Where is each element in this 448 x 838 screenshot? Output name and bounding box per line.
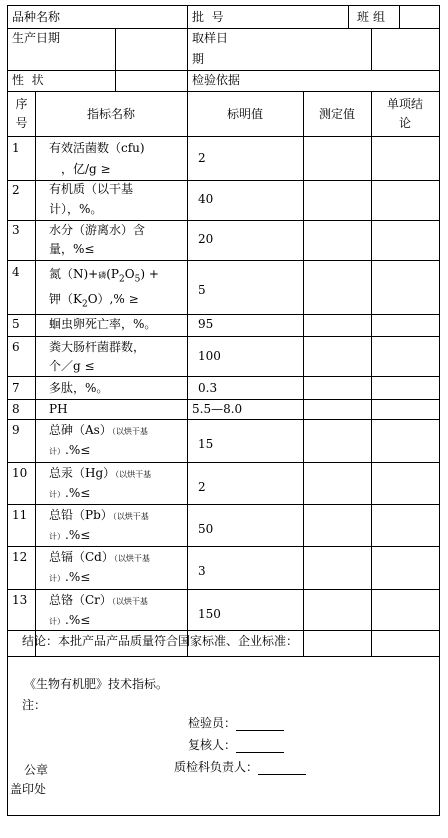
row-indicator-line2: 计）.%≤: [49, 613, 91, 627]
row-no: 9: [12, 423, 20, 437]
row-no: 10: [12, 466, 28, 480]
row-standard: 50: [198, 522, 214, 536]
row-indicator-line1: 有效活菌数（cfu): [49, 141, 145, 155]
product-name-label: 品种名称: [12, 10, 61, 24]
row-no: 11: [12, 508, 28, 522]
qc-head-label: 质检科负责人：: [174, 758, 306, 775]
row-standard: 5.5—8.0: [192, 402, 243, 416]
row-indicator-line1: 总铅（Pb）（以烘干基: [49, 508, 149, 522]
appearance-label: 性 状: [12, 73, 44, 87]
row-no: 5: [12, 317, 20, 331]
row-indicator-line1: 总铬（Cr）（以烘干基: [49, 593, 148, 607]
row-indicator-line1: 总砷（As）（以烘干基: [49, 423, 148, 437]
row-indicator-line1: 多肽，%。: [49, 381, 109, 395]
row-no: 3: [12, 223, 20, 237]
row-indicator-line2: 个／g ≤: [49, 359, 95, 373]
row-indicator-line2: 计）.%≤: [49, 528, 91, 542]
col-seq-2: 号: [15, 116, 28, 130]
row-indicator-line1: 有机质（以干基: [49, 182, 134, 196]
row-standard: 15: [198, 437, 214, 451]
production-date-label: 生产日期: [12, 31, 61, 45]
reviewer-signature-line: [236, 739, 284, 753]
row-no: 8: [12, 402, 20, 416]
row-indicator-line1: 总镉（Cd）（以烘干基: [49, 550, 150, 564]
col-conclusion-1: 单项结: [386, 97, 423, 111]
row-indicator-line2: 量，%≤: [49, 242, 95, 256]
row-indicator-line1: PH: [49, 402, 68, 416]
inspector-label: 检验员：: [188, 714, 284, 731]
seal-label-2: 盖印处: [10, 782, 47, 796]
conclusion-text: 结论：本批产品产品质量符合国家标准、企业标准：: [22, 634, 299, 648]
col-indicator: 指标名称: [86, 107, 135, 121]
col-conclusion-2: 论: [398, 116, 411, 130]
row-indicator-line2: ，亿/g ≥: [61, 162, 111, 176]
note-label: 注：: [22, 698, 47, 712]
col-standard: 标明值: [226, 107, 263, 121]
row-no: 12: [12, 550, 28, 564]
row-no: 1: [12, 141, 20, 155]
row-indicator-line2: 钾$(K_2O),\%$ ≥: [49, 292, 139, 310]
row-no: 6: [12, 340, 20, 354]
row-indicator-line2: 计）.%≤: [49, 443, 91, 457]
row-standard: 3: [198, 564, 206, 578]
row-standard: 100: [198, 349, 221, 363]
team-label: 班组: [357, 10, 390, 24]
row-indicator-line1: 水分（游离水）含: [49, 223, 146, 237]
col-seq-1: 序: [15, 97, 28, 111]
inspection-report-form: [7, 5, 440, 816]
row-standard: 20: [198, 232, 214, 246]
batch-no-label: 批 号: [192, 10, 224, 24]
col-measured: 测定值: [318, 107, 355, 121]
test-basis-label: 检验依据: [192, 73, 241, 87]
row-standard: 40: [198, 192, 214, 206]
row-indicator-line1: 粪大肠杆菌群数，: [49, 340, 146, 354]
qc-head-signature-line: [258, 761, 306, 775]
sampling-date-label-1: 取样日: [192, 31, 229, 45]
row-no: 2: [12, 183, 20, 197]
row-indicator-line2: 计），%。: [49, 202, 103, 216]
inspector-signature-line: [236, 717, 284, 731]
row-indicator-line1: 总汞（Hg）（以烘干基: [49, 466, 152, 480]
sampling-date-label-2: 期: [192, 52, 205, 66]
row-standard: 2: [198, 151, 206, 165]
row-no: 7: [12, 381, 20, 395]
row-standard: 0.3: [198, 381, 218, 395]
row-no: 13: [12, 593, 28, 607]
row-standard: 150: [198, 607, 221, 621]
row-indicator-line2: 计）.%≤: [49, 570, 91, 584]
reviewer-label: 复核人：: [188, 736, 284, 753]
reference-text: 《生物有机肥》技术指标。: [24, 677, 169, 691]
seal-label-1: 公章: [24, 763, 49, 777]
row-indicator-line1: 氮（N)+磷$(P_2O_5)$ +: [49, 267, 159, 285]
row-no: 4: [12, 265, 20, 279]
row-standard: 2: [198, 480, 206, 494]
row-indicator-line1: 蛔虫卵死亡率，%。: [49, 317, 157, 331]
row-indicator-line2: 计）.%≤: [49, 486, 91, 500]
row-standard: 5: [198, 283, 206, 297]
row-standard: 95: [198, 317, 214, 331]
